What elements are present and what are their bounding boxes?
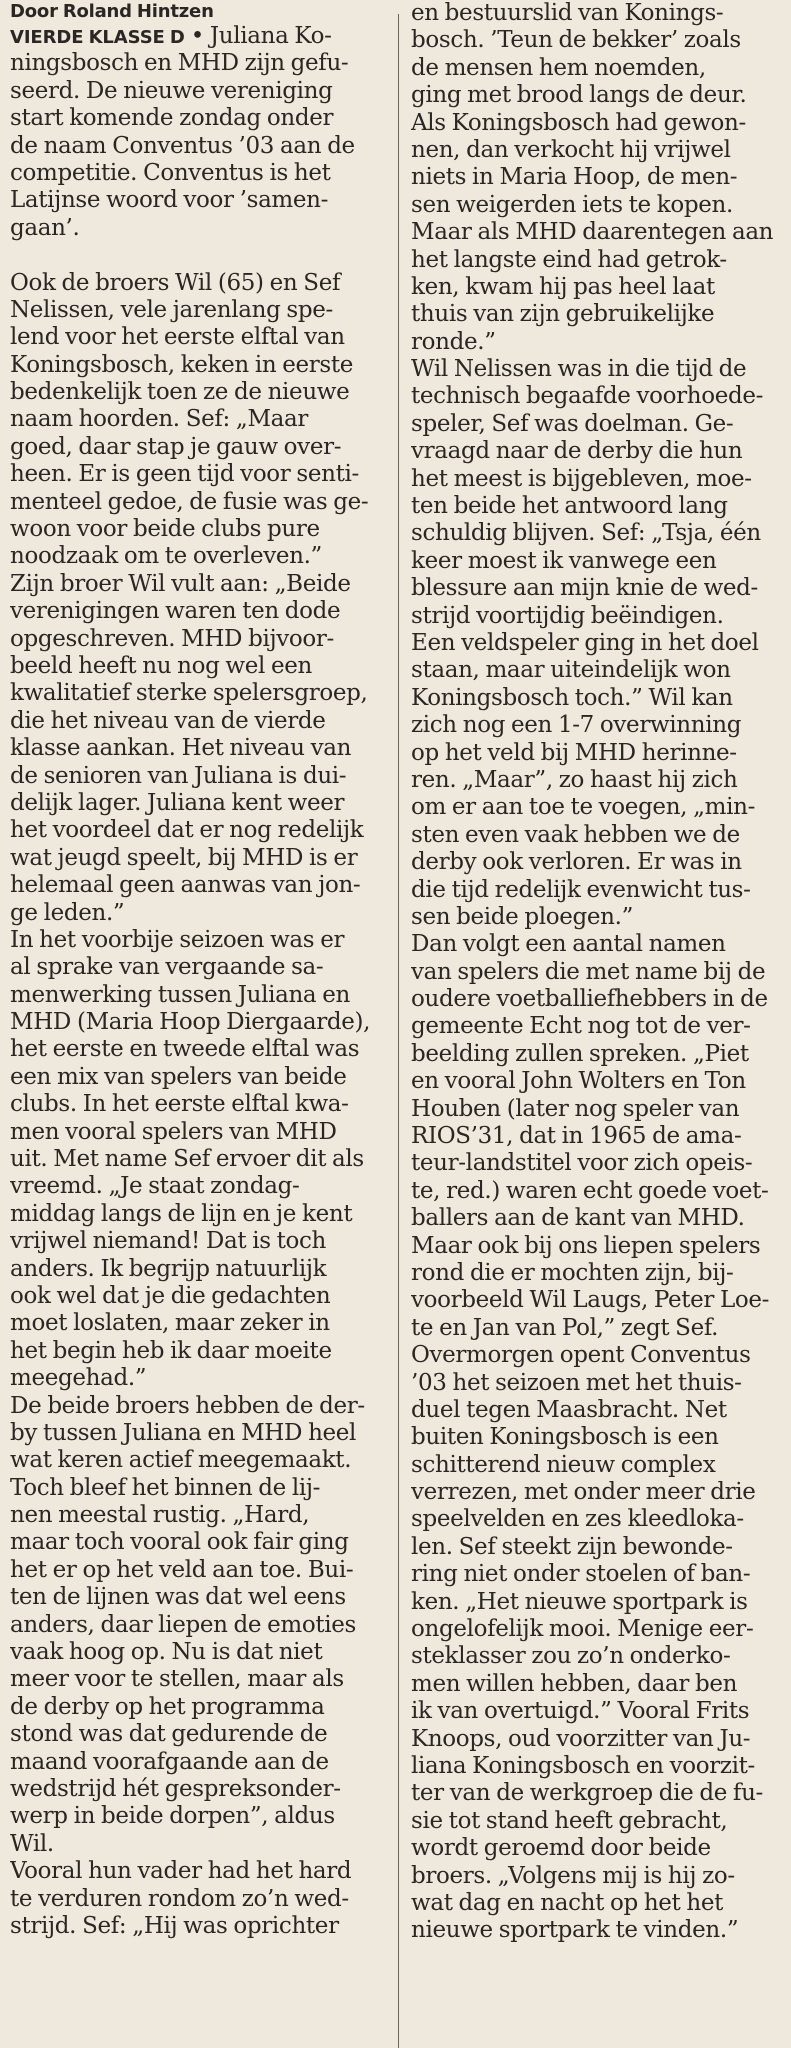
- left-column-body: [10, 50, 404, 1940]
- article-line: sen beide ploegen.”: [411, 903, 633, 930]
- article-line: Overmorgen opent Conventus: [411, 1342, 751, 1369]
- article-line: niets in Maria Hoop, de men-: [411, 164, 738, 191]
- article-line: de mensen hem noemden,: [411, 54, 706, 81]
- article-line: ballers aan de kant van MHD.: [411, 1205, 745, 1232]
- article-line: middag langs de lijn en je kent: [10, 1200, 353, 1227]
- article-line: Koningsbosch, keken in eerste: [10, 351, 354, 378]
- article-line: Vooral hun vader had het hard: [10, 1858, 352, 1885]
- article-line: Toch bleef het binnen de lij-: [10, 1474, 321, 1501]
- article-line: oudere voetballiefhebbers in de: [411, 986, 768, 1013]
- article-line: beelding zullen spreken. „Piet: [411, 1040, 749, 1067]
- article-line: keer moest ik vanwege een: [411, 547, 717, 574]
- article-line: Wil.: [10, 1830, 54, 1857]
- article-line: nen, dan verkocht hij vrijwel: [411, 136, 731, 163]
- article-line: meegehad.”: [10, 1365, 147, 1392]
- article-line: te verduren rondom zo’n wed-: [10, 1885, 349, 1912]
- article-line: lend voor het eerste elftal van: [10, 324, 345, 351]
- article-line: delijk lager. Juliana kent weer: [10, 789, 345, 816]
- article-line: om er aan toe te voegen, „min-: [411, 794, 755, 821]
- article-line: moet loslaten, maar zeker in: [10, 1310, 330, 1337]
- article-line: een mix van spelers van beide: [10, 1063, 347, 1090]
- article-line: start komende zondag onder: [10, 105, 334, 132]
- article-line: MHD (Maria Hoop Diergaarde),: [10, 1009, 371, 1036]
- article-line: Latijnse woord voor ’samen-: [10, 187, 329, 214]
- article-line: vraagd naar de derby die hun: [411, 438, 743, 465]
- article-line: woon voor beide clubs pure: [10, 516, 320, 543]
- article-line: rond die er mochten zijn, bij-: [411, 1259, 734, 1286]
- article-line: In het voorbije seizoen was er: [10, 926, 345, 953]
- article-line: noodzaak om te overleven.”: [10, 543, 322, 570]
- article-line: ter van de werkgroep die de fu-: [411, 1780, 763, 1807]
- article-line: steklasser zou zo’n onderko-: [411, 1643, 731, 1670]
- article-line: voorbeeld Wil Laugs, Peter Loe-: [411, 1287, 770, 1314]
- article-line: en vooral John Wolters en Ton: [411, 1068, 746, 1095]
- article-line: teur-landstitel voor zich opeis-: [411, 1150, 753, 1177]
- article-line: strijd. Sef: „Hij was oprichter: [10, 1912, 339, 1939]
- article-line: het meest is bijgebleven, moe-: [411, 465, 752, 492]
- article-line: menteel gedoe, de fusie was ge-: [10, 488, 369, 515]
- article-column-left: [10, 0, 404, 1940]
- article-line: ge leden.”: [10, 899, 125, 926]
- article-line: ten de lijnen was dat wel eens: [10, 1584, 346, 1611]
- article-line: het er op het veld aan toe. Bui-: [10, 1556, 354, 1583]
- article-line: naam hoorden. Sef: „Maar: [10, 406, 309, 433]
- article-line: duel tegen Maasbracht. Net: [411, 1396, 727, 1423]
- article-line: wat dag en nacht op het het: [411, 1889, 724, 1916]
- article-line: opgeschreven. MHD bijvoor-: [10, 625, 334, 652]
- article-line: bosch. ’Teun de bekker’ zoals: [411, 27, 741, 54]
- article-line: Nelissen, vele jarenlang spe-: [10, 296, 333, 323]
- article-line: het begin heb ik daar moeite: [10, 1337, 332, 1364]
- article-line: Maar ook bij ons liepen spelers: [411, 1232, 761, 1259]
- article-line: verrezen, met onder meer drie: [411, 1479, 756, 1506]
- article-line: sten even vaak hebben we de: [411, 821, 740, 848]
- article-line: ook wel dat je die gedachten: [10, 1282, 331, 1309]
- article-line: Als Koningsbosch had gewon-: [411, 109, 746, 136]
- article-line: seerd. De nieuwe vereniging: [10, 77, 333, 104]
- article-line: ten beide het antwoord lang: [411, 493, 728, 520]
- article-line: de naam Conventus ’03 aan de: [10, 132, 355, 159]
- section-kicker: VIERDE KLASSE D: [10, 27, 185, 48]
- article-line: beeld heeft nu nog wel een: [10, 652, 312, 679]
- article-line: te, red.) waren echt goede voet-: [411, 1177, 769, 1204]
- article-line: competitie. Conventus is het: [10, 159, 331, 186]
- article-line: de derby op het programma: [10, 1693, 325, 1720]
- article-line: Houben (later nog speler van: [411, 1095, 740, 1122]
- article-line: schuldig blijven. Sef: „Tsja, één: [411, 520, 761, 547]
- article-line: menwerking tussen Juliana en: [10, 981, 350, 1008]
- article-line: Koningsbosch toch.” Wil kan: [411, 684, 733, 711]
- article-line: buiten Koningsbosch is een: [411, 1424, 719, 1451]
- article-line: sie tot stand heeft gebracht,: [411, 1807, 728, 1834]
- article-line: ren. „Maar”, zo haast hij zich: [411, 766, 738, 793]
- article-line: maar toch vooral ook fair ging: [10, 1529, 349, 1556]
- article-line: ningsbosch en MHD zijn gefu-: [10, 50, 349, 77]
- article-line: VIERDE KLASSE D • Juliana Ko-: [10, 23, 332, 49]
- article-line: het voordeel dat er nog redelijk: [10, 817, 364, 844]
- article-line: ongelofelijk mooi. Menige eer-: [411, 1616, 754, 1643]
- article-line: die het niveau van de vierde: [10, 707, 326, 734]
- article-line: anders. Ik begrijp natuurlijk: [10, 1255, 327, 1282]
- article-line: het langste eind had getrok-: [411, 246, 727, 273]
- article-line: die tijd redelijk evenwicht tus-: [411, 876, 751, 903]
- article-line: vaak hoog op. Nu is dat niet: [10, 1639, 323, 1666]
- article-line: ronde.”: [411, 328, 496, 355]
- article-line: derby ook verloren. Er was in: [411, 849, 742, 876]
- article-line: te en Jan van Pol,” zegt Sef.: [411, 1314, 719, 1341]
- article-line: technisch begaafde voorhoede-: [411, 383, 764, 410]
- article-line: al sprake van vergaande sa-: [10, 954, 324, 981]
- paragraph-break: [10, 242, 404, 269]
- article-line: broers. „Volgens mij is hij zo-: [411, 1862, 735, 1889]
- article-line: Wil Nelissen was in die tijd de: [411, 356, 747, 383]
- article-line: meer voor te stellen, maar als: [10, 1666, 344, 1693]
- article-line: nen meestal rustig. „Hard,: [10, 1502, 310, 1529]
- article-line: anders, daar liepen de emoties: [10, 1611, 356, 1638]
- article-line: Dan volgt een aantal namen: [411, 931, 726, 958]
- article-line: ring niet onder stoelen of ban-: [411, 1561, 751, 1588]
- article-line: speelvelden en zes kleedloka-: [411, 1506, 744, 1533]
- article-line: clubs. In het eerste elftal kwa-: [10, 1091, 349, 1118]
- article-line: klasse aankan. Het niveau van: [10, 735, 352, 762]
- article-line: liana Koningsbosch en voorzit-: [411, 1753, 755, 1779]
- article-line: vreemd. „Je staat zondag-: [10, 1173, 300, 1200]
- article-line: ’03 het seizoen met het thuis-: [411, 1369, 742, 1396]
- article-line: thuis van zijn gebruikelijke: [411, 301, 715, 328]
- article-line: uit. Met name Sef ervoer dit als: [10, 1146, 364, 1173]
- article-line: schitterend nieuw complex: [411, 1451, 716, 1478]
- column-divider: [398, 14, 399, 2048]
- article-line: helemaal geen aanwas van jon-: [10, 872, 361, 899]
- article-line: wat jeugd speelt, bij MHD is er: [10, 844, 358, 871]
- article-line: RIOS’31, dat in 1965 de ama-: [411, 1123, 742, 1150]
- article-line: ging met brood langs de deur.: [411, 82, 747, 109]
- article-line: staan, maar uiteindelijk won: [411, 657, 731, 684]
- article-line: ken, kwam hij pas heel laat: [411, 273, 715, 300]
- article-line: en bestuurslid van Konings-: [411, 0, 724, 26]
- article-line: gaan’.: [10, 214, 80, 241]
- article-line: gemeente Echt nog tot de ver-: [411, 1013, 751, 1040]
- article-line: sen weigerden iets te kopen.: [411, 191, 733, 218]
- article-line: het eerste en tweede elftal was: [10, 1036, 360, 1063]
- article-line: wedstrijd hét gespreksonder-: [10, 1776, 341, 1802]
- article-line: de senioren van Juliana is dui-: [10, 762, 347, 789]
- article-line: heen. Er is geen tijd voor senti-: [10, 461, 359, 488]
- article-line: Een veldspeler ging in het doel: [411, 629, 759, 656]
- article-line: verenigingen waren ten dode: [10, 598, 341, 625]
- article-line: men willen hebben, daar ben: [411, 1670, 738, 1697]
- article-line: vrijwel niemand! Dat is toch: [10, 1228, 326, 1255]
- article-line: De beide broers hebben de der-: [10, 1392, 365, 1419]
- article-line: wordt geroemd door beide: [411, 1835, 711, 1862]
- article-line: maand voorafgaande aan de: [10, 1748, 329, 1775]
- article-line: Knoops, oud voorzitter van Ju-: [411, 1725, 751, 1752]
- article-line: Ook de broers Wil (65) en Sef: [10, 269, 341, 296]
- right-column-body: [411, 0, 783, 1945]
- article-line: goed, daar stap je gauw over-: [10, 433, 342, 460]
- article-line: Maar als MHD daarentegen aan: [411, 219, 774, 246]
- article-line: Zijn broer Wil vult aan: „Beide: [10, 570, 351, 597]
- article-line: speler, Sef was doelman. Ge-: [411, 410, 734, 437]
- article-line: men vooral spelers van MHD: [10, 1118, 337, 1145]
- byline: Door Roland Hintzen: [10, 1, 214, 22]
- article-line: nieuwe sportpark te vinden.”: [411, 1917, 739, 1944]
- article-line: by tussen Juliana en MHD heel: [10, 1419, 357, 1446]
- article-line: strijd voortijdig beëindigen.: [411, 602, 724, 629]
- article-line: op het veld bij MHD herinne-: [411, 739, 737, 766]
- article-column-right: [411, 0, 783, 1945]
- article-line: stond was dat gedurende de: [10, 1721, 328, 1748]
- article-line: werp in beide dorpen”, aldus: [10, 1803, 335, 1830]
- first-line-text: Juliana Ko-: [209, 23, 332, 49]
- article-line: van spelers die met name bij de: [411, 958, 766, 985]
- article-line: ken. „Het nieuwe sportpark is: [411, 1588, 748, 1615]
- article-line: zich nog een 1-7 overwinning: [411, 712, 742, 739]
- article-line: len. Sef steekt zijn bewonde-: [411, 1533, 733, 1560]
- article-line: ik van overtuigd.” Vooral Frits: [411, 1698, 750, 1725]
- article-line: bedenkelijk toen ze de nieuwe: [10, 379, 350, 406]
- article-line: blessure aan mijn knie de wed-: [411, 575, 758, 602]
- article-line: kwalitatief sterke spelersgroep,: [10, 680, 368, 707]
- article-line: wat keren actief meegemaakt.: [10, 1447, 352, 1474]
